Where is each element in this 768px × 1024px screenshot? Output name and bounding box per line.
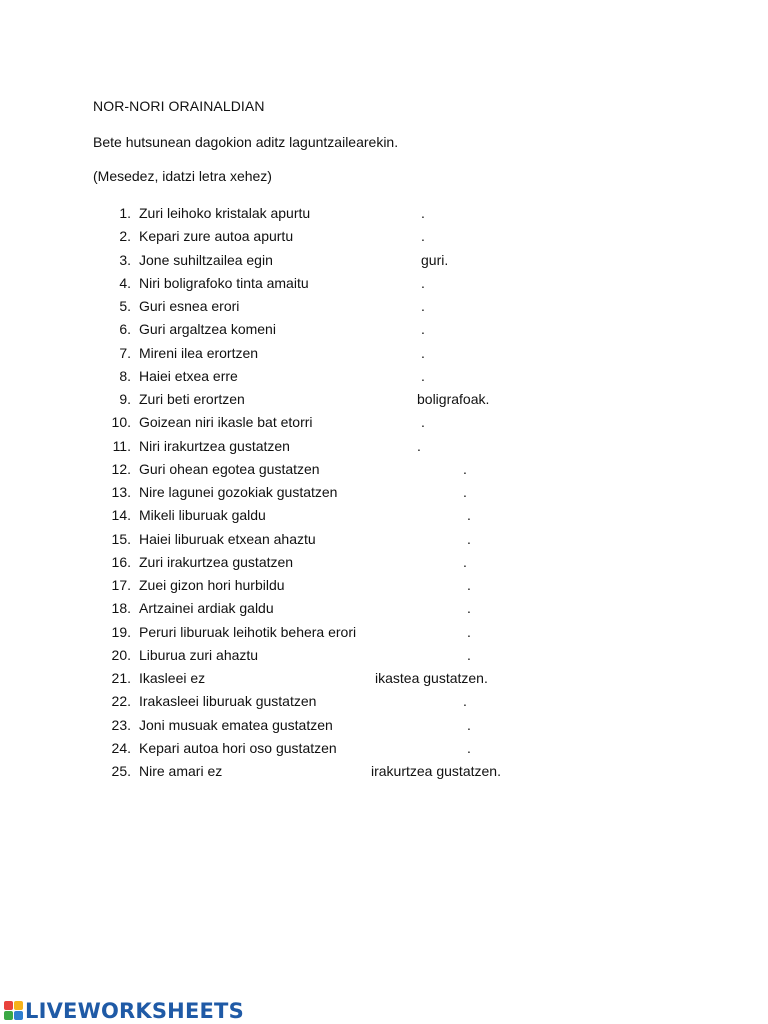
exercise-number: 18. (111, 600, 131, 617)
exercise-item (0, 576, 768, 599)
exercise-item (0, 623, 768, 646)
exercise-item (0, 739, 768, 762)
exercise-number: 20. (111, 646, 131, 663)
exercise-text: Zuei gizon hori hurbildu (139, 577, 285, 593)
exercise-number: 3. (119, 251, 131, 268)
exercise-ending: . (467, 530, 471, 547)
exercise-ending: boligrafoak. (417, 391, 490, 407)
exercise-item (0, 692, 768, 715)
exercise-text: Haiei liburuak etxean ahaztu (139, 530, 316, 547)
exercise-item (0, 483, 768, 506)
exercise-item (0, 460, 768, 483)
exercise-ending: . (463, 460, 467, 477)
exercise-number: 4. (119, 274, 131, 291)
exercise-ending: . (463, 553, 467, 570)
exercise-item (0, 413, 768, 436)
exercise-item (0, 437, 768, 460)
exercise-number: 16. (111, 553, 131, 570)
note-text: (Mesedez, idatzi letra xehez) (93, 168, 272, 184)
exercise-number: 15. (111, 530, 131, 547)
exercise-ending: . (421, 205, 425, 221)
page-title: NOR-NORI ORAINALDIAN (93, 98, 265, 114)
exercise-text: Irakasleei liburuak gustatzen (139, 693, 317, 710)
exercise-item (0, 204, 768, 227)
exercise-item (0, 553, 768, 576)
exercise-number: 17. (111, 577, 131, 593)
exercise-number: 23. (111, 716, 131, 733)
exercise-number: 22. (111, 693, 131, 710)
exercise-item (0, 716, 768, 739)
exercise-number: 2. (119, 228, 131, 245)
exercise-text: Zuri irakurtzea gustatzen (139, 553, 294, 570)
exercise-text: Ikasleei ez (139, 670, 206, 686)
exercise-text: Liburua zuri ahaztu (139, 646, 259, 663)
exercise-text: Artzainei ardiak galdu (139, 600, 274, 617)
exercise-ending: . (421, 298, 425, 314)
exercise-number: 19. (111, 623, 131, 640)
exercise-item (0, 344, 768, 367)
exercise-ending: . (463, 693, 467, 710)
exercise-item (0, 530, 768, 553)
exercise-text: Zuri leihoko kristalak apurtu (139, 205, 311, 221)
exercise-ending: . (467, 623, 471, 640)
exercise-text: Guri argaltzea komeni (139, 321, 276, 338)
exercise-item (0, 506, 768, 529)
exercise-text: Nire lagunei gozokiak gustatzen (139, 484, 338, 500)
exercise-item (0, 227, 768, 250)
exercise-text: Nire amari ez (139, 763, 223, 779)
exercise-number: 5. (119, 298, 131, 314)
exercise-ending: . (467, 507, 471, 524)
exercise-text: Goizean niri ikasle bat etorri (139, 414, 313, 431)
exercise-ending: . (421, 321, 425, 338)
brand-name: LIVEWORKSHEETS (25, 999, 244, 1023)
exercise-item (0, 274, 768, 297)
exercise-text: Peruri liburuak leihotik behera erori (139, 623, 357, 640)
exercise-ending: . (467, 577, 471, 593)
exercise-text: Guri ohean egotea gustatzen (139, 460, 320, 477)
exercise-text: Haiei etxea erre (139, 367, 238, 384)
exercise-number: 25. (111, 763, 131, 779)
exercise-item (0, 297, 768, 320)
exercise-ending: irakurtzea gustatzen. (371, 763, 501, 779)
exercise-ending: . (467, 600, 471, 617)
exercise-number: 1. (119, 205, 131, 221)
exercise-ending: guri. (421, 251, 449, 268)
exercise-ending: . (421, 344, 425, 361)
exercise-text: Guri esnea erori (139, 298, 240, 314)
exercise-ending: . (421, 367, 425, 384)
exercise-number: 13. (111, 484, 131, 500)
exercise-number: 14. (111, 507, 131, 524)
exercise-number: 10. (111, 414, 131, 431)
exercise-number: 8. (119, 367, 131, 384)
exercise-item (0, 320, 768, 343)
exercise-text: Jone suhiltzailea egin (139, 251, 273, 268)
exercise-item (0, 646, 768, 669)
exercise-ending: ikastea gustatzen. (375, 670, 488, 686)
exercise-number: 6. (119, 321, 131, 338)
exercise-text: Joni musuak ematea gustatzen (139, 716, 333, 733)
exercise-text: Zuri beti erortzen (139, 391, 245, 407)
exercise-number: 9. (119, 391, 131, 407)
exercise-number: 24. (111, 739, 131, 756)
liveworksheets-logo-icon (4, 1001, 24, 1021)
exercise-ending: . (467, 716, 471, 733)
exercise-ending: . (467, 646, 471, 663)
exercise-ending: . (421, 274, 425, 291)
exercise-list (0, 204, 768, 785)
exercise-text: Mikeli liburuak galdu (139, 507, 266, 524)
exercise-ending: . (421, 414, 425, 431)
exercise-item (0, 390, 768, 413)
exercise-item (0, 599, 768, 622)
exercise-text: Niri irakurtzea gustatzen (139, 437, 290, 454)
exercise-ending: . (463, 484, 467, 500)
exercise-ending: . (417, 437, 421, 454)
exercise-item (0, 762, 768, 785)
exercise-number: 7. (119, 344, 131, 361)
exercise-ending: . (467, 739, 471, 756)
instruction-text: Bete hutsunean dagokion aditz laguntzailearekin. (93, 134, 399, 150)
exercise-number: 12. (111, 460, 131, 477)
exercise-number: 11. (112, 437, 131, 454)
exercise-item (0, 251, 768, 274)
exercise-text: Kepari autoa hori oso gustatzen (139, 739, 337, 756)
exercise-text: Mireni ilea erortzen (139, 344, 259, 361)
exercise-ending: . (421, 228, 425, 245)
exercise-number: 21. (111, 670, 131, 686)
exercise-item (0, 669, 768, 692)
exercise-text: Niri boligrafoko tinta amaitu (139, 274, 309, 291)
exercise-item (0, 367, 768, 390)
liveworksheets-logo (4, 999, 244, 1023)
exercise-text: Kepari zure autoa apurtu (139, 228, 294, 245)
